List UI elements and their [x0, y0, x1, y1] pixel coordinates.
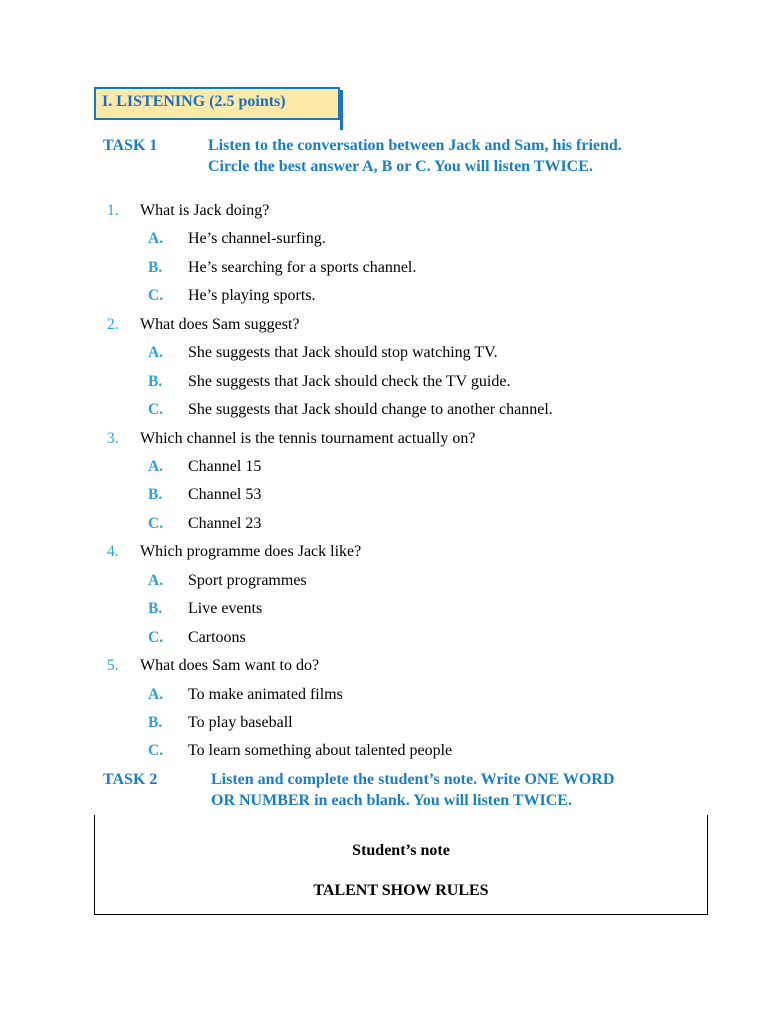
- task2-instruction-line2: OR NUMBER in each blank. You will listen TWICE.: [211, 792, 572, 809]
- option-text: Channel 53: [188, 486, 262, 503]
- option-letter: B.: [148, 259, 163, 276]
- option-text: To make animated films: [188, 686, 343, 703]
- option-letter: A.: [148, 230, 164, 247]
- talent-show-rules-heading: TALENT SHOW RULES: [313, 882, 489, 899]
- option-text: He’s playing sports.: [188, 287, 316, 304]
- option-letter: C.: [148, 401, 164, 418]
- option-text: Sport programmes: [188, 572, 307, 589]
- option-text: She suggests that Jack should change to another channel.: [188, 401, 553, 418]
- question-text: Which programme does Jack like?: [140, 543, 362, 560]
- option-text: Channel 23: [188, 515, 262, 532]
- option-text: To play baseball: [188, 714, 293, 731]
- option-letter: B.: [148, 714, 163, 731]
- option-text: She suggests that Jack should check the TV guide.: [188, 373, 511, 390]
- option-text: Live events: [188, 600, 263, 617]
- option-letter: A.: [148, 686, 164, 703]
- option-letter: A.: [148, 458, 164, 475]
- section-title: I. LISTENING (2.5 points): [102, 93, 286, 110]
- question-text: Which channel is the tennis tournament actually on?: [140, 430, 476, 447]
- question-number: 4.: [107, 543, 119, 560]
- student-note-box: [94, 815, 708, 915]
- option-letter: B.: [148, 600, 163, 617]
- question-text: What is Jack doing?: [140, 202, 270, 219]
- task1-instructions: [208, 135, 622, 177]
- task2-label: TASK 2: [103, 771, 158, 788]
- option-letter: A.: [148, 344, 164, 361]
- task2-instruction-line1: Listen and complete the student’s note. Write ONE WORD: [211, 771, 615, 788]
- question-text: What does Sam suggest?: [140, 316, 300, 333]
- option-letter: A.: [148, 572, 164, 589]
- option-letter: C.: [148, 742, 164, 759]
- task1-instruction-line2: Circle the best answer A, B or C. You will listen TWICE.: [208, 158, 593, 175]
- task1-label: TASK 1: [103, 137, 158, 154]
- question-number: 1.: [107, 202, 119, 219]
- question-text: What does Sam want to do?: [140, 657, 320, 674]
- option-text: Channel 15: [188, 458, 262, 475]
- option-text: He’s channel-surfing.: [188, 230, 326, 247]
- task1-instruction-line1: Listen to the conversation between Jack and Sam, his friend.: [208, 137, 622, 154]
- section-heading-rule: [340, 90, 343, 130]
- task2-instructions: [211, 769, 614, 811]
- option-text: She suggests that Jack should stop watching TV.: [188, 344, 498, 361]
- option-letter: C.: [148, 629, 164, 646]
- student-note-title: Student’s note: [352, 842, 450, 859]
- option-text: Cartoons: [188, 629, 246, 646]
- option-letter: B.: [148, 486, 163, 503]
- option-text: To learn something about talented people: [188, 742, 453, 759]
- option-letter: B.: [148, 373, 163, 390]
- option-letter: C.: [148, 515, 164, 532]
- question-number: 3.: [107, 430, 119, 447]
- option-letter: C.: [148, 287, 164, 304]
- question-number: 5.: [107, 657, 119, 674]
- question-number: 2.: [107, 316, 119, 333]
- option-text: He’s searching for a sports channel.: [188, 259, 417, 276]
